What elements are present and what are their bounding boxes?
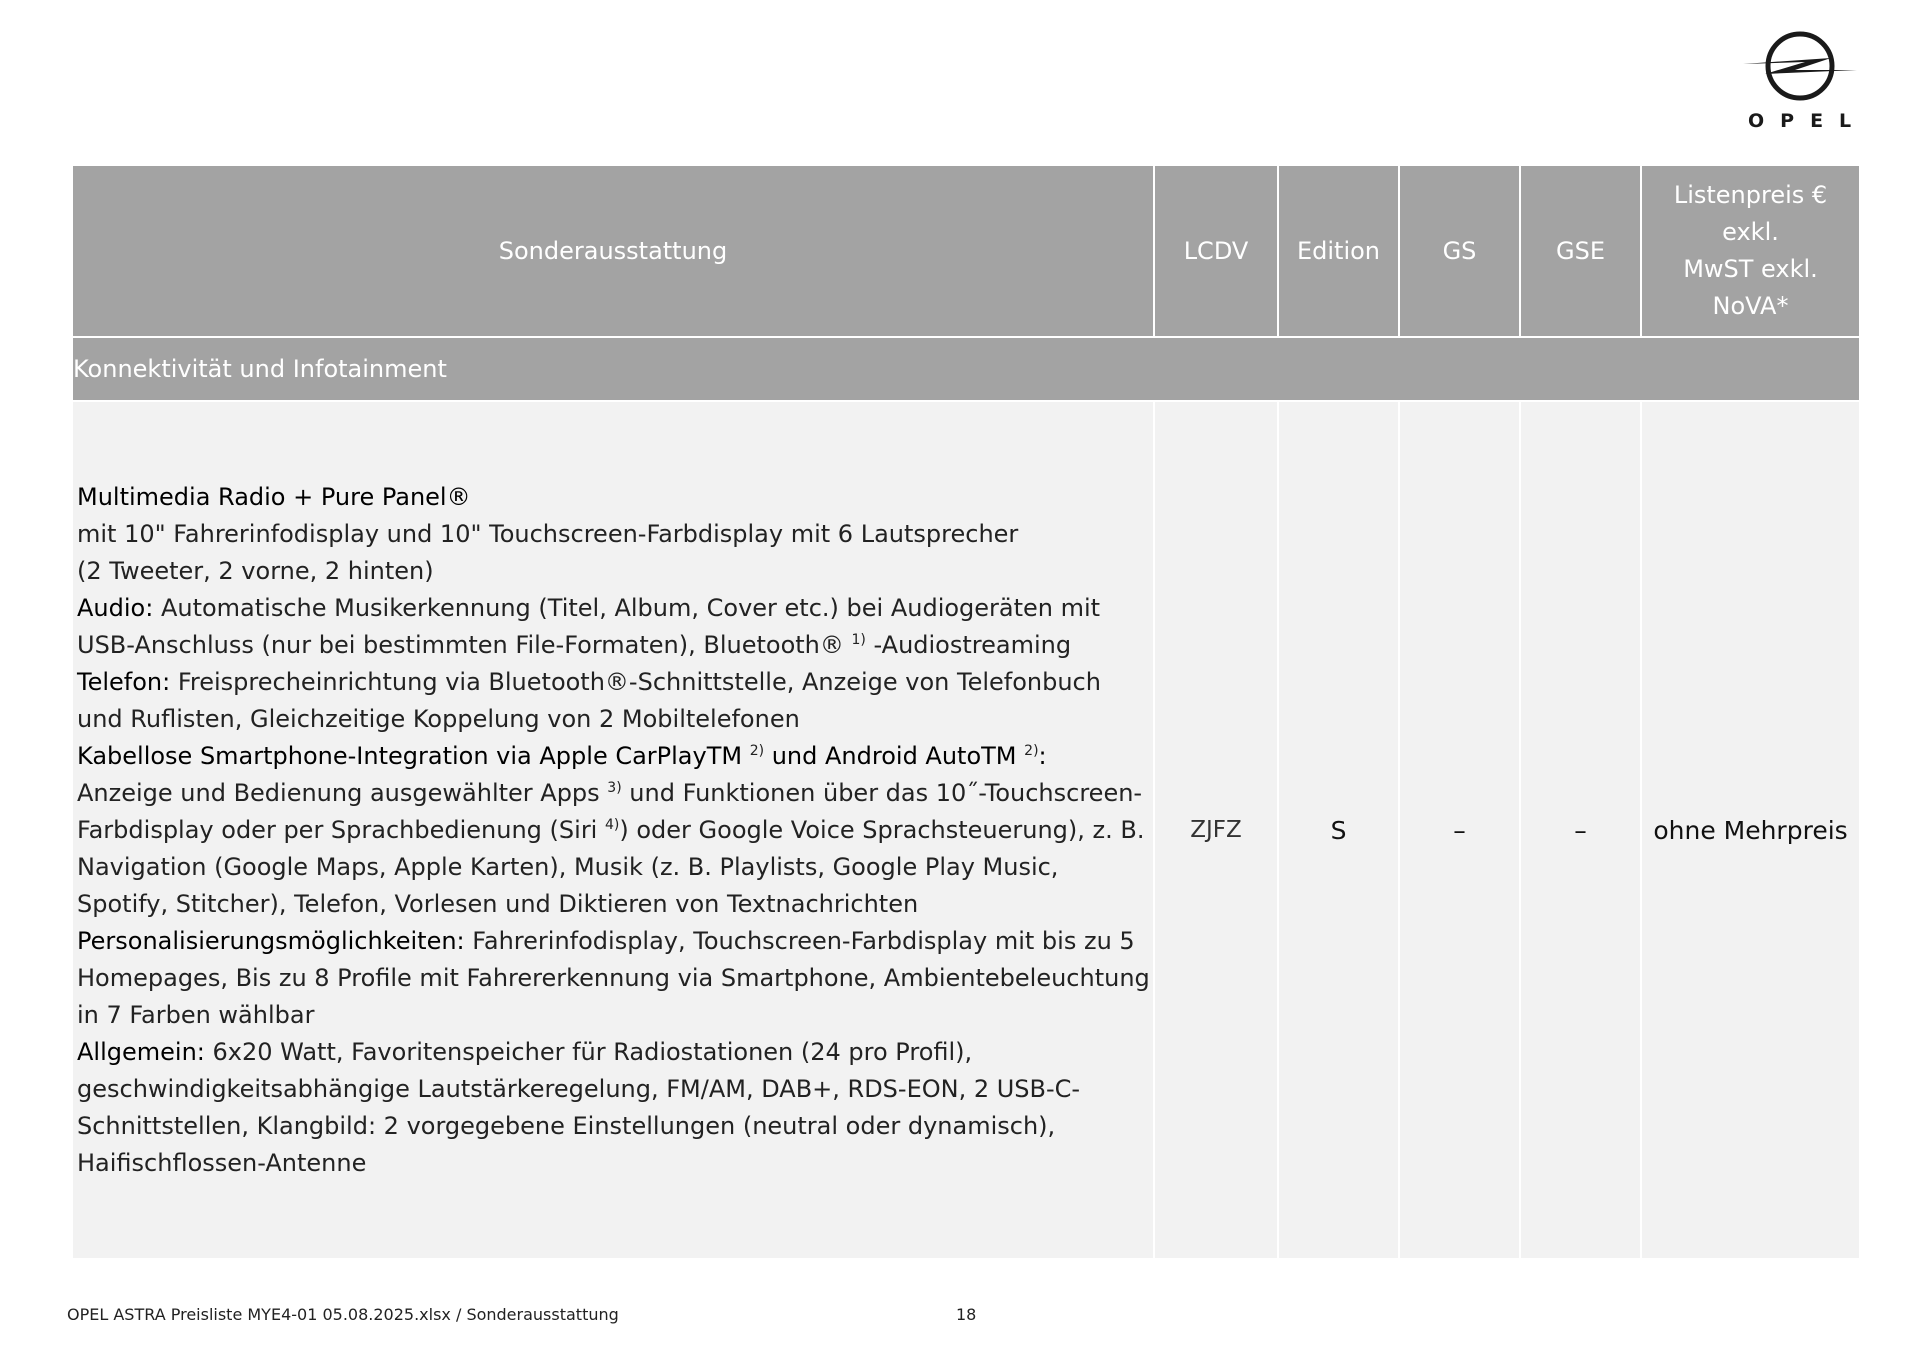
opel-blitz-icon [1735, 28, 1865, 108]
price-value: ohne Mehrpreis [1641, 401, 1860, 1259]
lcdv-code: ZJFZ [1154, 401, 1278, 1259]
equipment-table [71, 164, 1861, 1260]
header-sonderausstattung: Sonderausstattung [72, 165, 1154, 337]
section-row [72, 337, 1860, 401]
header-edition: Edition [1278, 165, 1399, 337]
section-title: Konnektivität und Infotainment [72, 337, 1860, 401]
page-number: 18 [956, 1305, 977, 1324]
header-lcdv: LCDV [1154, 165, 1278, 337]
footer-filename: OPEL ASTRA Preisliste MYE4-01 05.08.2025.xlsx / Sonderausstattung [67, 1305, 619, 1324]
header-gs: GS [1399, 165, 1520, 337]
gs-value: – [1399, 401, 1520, 1259]
edition-value: S [1278, 401, 1399, 1259]
table-row [72, 401, 1860, 1259]
item-description: Multimedia Radio + Pure Panel® mit 10" Fahrerinfodisplay und 10" Touchscreen-Farbdisplay mit 6 Lautsprecher (2 Tweeter, 2 vorne, 2 hinten) Audio: Automatische Musikerkennung (Titel, Album, Cover etc.) bei Audiogeräten mit USB-Anschluss (nur bei bestimmten File-Formaten), Bluetooth® $^{1)}$ -Audiostreaming Telefon: Freisprecheinrichtung via Bluetooth®-Schnittstelle, Anzeige von Telefonbuch und Ruflisten, Gleichzeitige Koppelung von 2 Mobiltelefonen Kabellose Smartphone-Integration via Apple CarPlayTM $^{2)}$ und Android AutoTM $^{2)}$: Anzeige und Bedienung ausgewählter Apps $^{3)}$ und Funktionen über das 10˝-Touchscreen-Farbdisplay oder per Sprachbedienung (Siri $^{4)}$) oder Google Voice Sprachsteuerung), z. B. Navigation (Google Maps, Apple Karten), Musik (z. B. Playlists, Google Play Music, Spotify, Stitcher), Telefon, Vorlesen und Diktieren von Textnachrichten Personalisierungsmöglichkeiten: Fahrerinfodisplay, Touchscreen-Farbdisplay mit bis zu 5 Homepages, Bis zu 8 Profile mit Fahrererkennung via Smartphone, Ambientebeleuchtung in 7 Farben wählbar Allgemein: 6x20 Watt, Favoritenspeicher für Radiostationen (24 pro Profil), geschwindigkeitsabhängige Lautstärkeregelung, FM/AM, DAB+, RDS-EON, 2 USB-C-Schnittstellen, Klangbild: 2 vorgegebene Einstellungen (neutral oder dynamisch), Haifischflossen-Antenne [72, 401, 1154, 1259]
header-listenpreis: Listenpreis € exkl. MwST exkl. NoVA* [1641, 165, 1860, 337]
table-header-row [72, 165, 1860, 337]
header-gse: GSE [1520, 165, 1641, 337]
brand-name: OPEL [1748, 110, 1868, 132]
gse-value: – [1520, 401, 1641, 1259]
item-title: Multimedia Radio + Pure Panel® [77, 482, 471, 511]
